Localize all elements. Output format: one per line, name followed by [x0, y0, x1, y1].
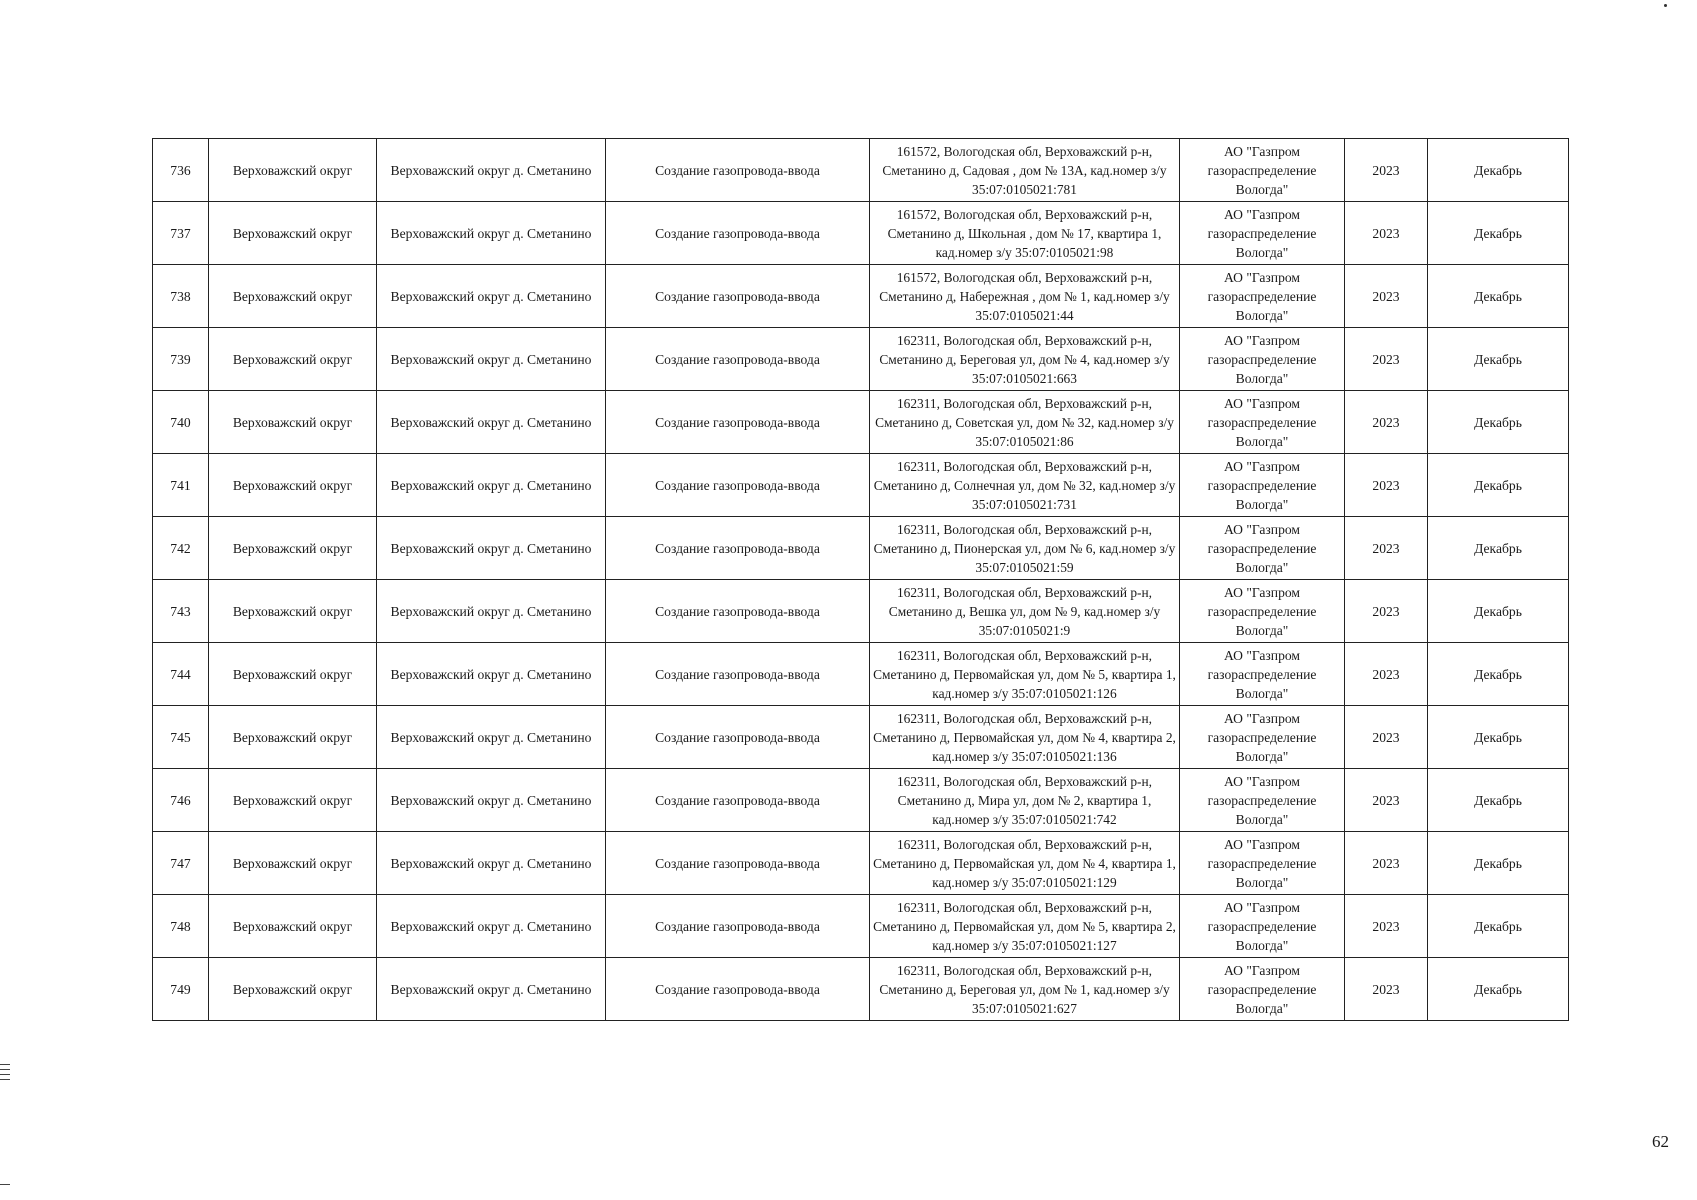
month-cell: Декабрь	[1428, 769, 1569, 832]
district-cell: Верховажский округ	[209, 265, 377, 328]
address-cell: 162311, Вологодская обл, Верховажский р-н, Сметанино д, Береговая ул, дом № 1, кад.номер з/у 35:07:0105021:627	[870, 958, 1180, 1021]
row-number-cell: 746	[153, 769, 209, 832]
district-cell: Верховажский округ	[209, 580, 377, 643]
settlement-cell: Верховажский округ д. Сметанино	[377, 643, 606, 706]
year-cell: 2023	[1345, 769, 1428, 832]
district-cell: Верховажский округ	[209, 391, 377, 454]
row-number-cell: 749	[153, 958, 209, 1021]
district-cell: Верховажский округ	[209, 517, 377, 580]
month-cell: Декабрь	[1428, 895, 1569, 958]
binding-mark	[0, 1074, 10, 1075]
binding-mark	[0, 1184, 10, 1185]
district-cell: Верховажский округ	[209, 895, 377, 958]
month-cell: Декабрь	[1428, 202, 1569, 265]
binding-mark	[0, 1079, 10, 1080]
table-row	[153, 454, 1569, 517]
table-body	[153, 139, 1569, 1021]
settlement-cell: Верховажский округ д. Сметанино	[377, 202, 606, 265]
month-cell: Декабрь	[1428, 643, 1569, 706]
work-type-cell: Создание газопровода-ввода	[606, 202, 870, 265]
settlement-cell: Верховажский округ д. Сметанино	[377, 580, 606, 643]
organization-cell: АО "Газпром газораспределение Вологда"	[1180, 139, 1345, 202]
organization-cell: АО "Газпром газораспределение Вологда"	[1180, 643, 1345, 706]
work-type-cell: Создание газопровода-ввода	[606, 517, 870, 580]
settlement-cell: Верховажский округ д. Сметанино	[377, 454, 606, 517]
work-type-cell: Создание газопровода-ввода	[606, 769, 870, 832]
address-cell: 162311, Вологодская обл, Верховажский р-н, Сметанино д, Первомайская ул, дом № 4, квартира 2, кад.номер з/у 35:07:0105021:136	[870, 706, 1180, 769]
row-number-cell: 739	[153, 328, 209, 391]
organization-cell: АО "Газпром газораспределение Вологда"	[1180, 328, 1345, 391]
table-row	[153, 391, 1569, 454]
district-cell: Верховажский округ	[209, 454, 377, 517]
work-type-cell: Создание газопровода-ввода	[606, 139, 870, 202]
address-cell: 162311, Вологодская обл, Верховажский р-н, Сметанино д, Первомайская ул, дом № 5, квартира 1, кад.номер з/у 35:07:0105021:126	[870, 643, 1180, 706]
year-cell: 2023	[1345, 895, 1428, 958]
district-cell: Верховажский округ	[209, 328, 377, 391]
table-row	[153, 517, 1569, 580]
settlement-cell: Верховажский округ д. Сметанино	[377, 706, 606, 769]
year-cell: 2023	[1345, 454, 1428, 517]
month-cell: Декабрь	[1428, 517, 1569, 580]
work-type-cell: Создание газопровода-ввода	[606, 265, 870, 328]
settlement-cell: Верховажский округ д. Сметанино	[377, 517, 606, 580]
month-cell: Декабрь	[1428, 958, 1569, 1021]
year-cell: 2023	[1345, 643, 1428, 706]
table-row	[153, 769, 1569, 832]
month-cell: Декабрь	[1428, 139, 1569, 202]
row-number-cell: 740	[153, 391, 209, 454]
month-cell: Декабрь	[1428, 832, 1569, 895]
year-cell: 2023	[1345, 517, 1428, 580]
settlement-cell: Верховажский округ д. Сметанино	[377, 769, 606, 832]
year-cell: 2023	[1345, 202, 1428, 265]
work-type-cell: Создание газопровода-ввода	[606, 328, 870, 391]
binding-mark	[0, 1069, 10, 1070]
year-cell: 2023	[1345, 265, 1428, 328]
address-cell: 162311, Вологодская обл, Верховажский р-н, Сметанино д, Пионерская ул, дом № 6, кад.номер з/у 35:07:0105021:59	[870, 517, 1180, 580]
table-row	[153, 832, 1569, 895]
table-row	[153, 580, 1569, 643]
address-cell: 161572, Вологодская обл, Верховажский р-н, Сметанино д, Школьная , дом № 17, квартира 1, кад.номер з/у 35:07:0105021:98	[870, 202, 1180, 265]
work-type-cell: Создание газопровода-ввода	[606, 391, 870, 454]
work-type-cell: Создание газопровода-ввода	[606, 643, 870, 706]
row-number-cell: 736	[153, 139, 209, 202]
settlement-cell: Верховажский округ д. Сметанино	[377, 895, 606, 958]
year-cell: 2023	[1345, 139, 1428, 202]
month-cell: Декабрь	[1428, 580, 1569, 643]
district-cell: Верховажский округ	[209, 643, 377, 706]
settlement-cell: Верховажский округ д. Сметанино	[377, 958, 606, 1021]
district-cell: Верховажский округ	[209, 832, 377, 895]
month-cell: Декабрь	[1428, 454, 1569, 517]
year-cell: 2023	[1345, 391, 1428, 454]
organization-cell: АО "Газпром газораспределение Вологда"	[1180, 517, 1345, 580]
district-cell: Верховажский округ	[209, 958, 377, 1021]
scan-speck	[1664, 4, 1667, 7]
work-type-cell: Создание газопровода-ввода	[606, 958, 870, 1021]
work-type-cell: Создание газопровода-ввода	[606, 454, 870, 517]
table-row	[153, 706, 1569, 769]
address-cell: 162311, Вологодская обл, Верховажский р-н, Сметанино д, Солнечная ул, дом № 32, кад.номер з/у 35:07:0105021:731	[870, 454, 1180, 517]
page-number: 62	[1652, 1132, 1669, 1151]
row-number-cell: 748	[153, 895, 209, 958]
organization-cell: АО "Газпром газораспределение Вологда"	[1180, 391, 1345, 454]
settlement-cell: Верховажский округ д. Сметанино	[377, 328, 606, 391]
table-row	[153, 328, 1569, 391]
address-cell: 162311, Вологодская обл, Верховажский р-н, Сметанино д, Советская ул, дом № 32, кад.номер з/у 35:07:0105021:86	[870, 391, 1180, 454]
organization-cell: АО "Газпром газораспределение Вологда"	[1180, 580, 1345, 643]
address-cell: 161572, Вологодская обл, Верховажский р-н, Сметанино д, Набережная , дом № 1, кад.номер з/у 35:07:0105021:44	[870, 265, 1180, 328]
table-row	[153, 202, 1569, 265]
table-row	[153, 958, 1569, 1021]
organization-cell: АО "Газпром газораспределение Вологда"	[1180, 454, 1345, 517]
organization-cell: АО "Газпром газораспределение Вологда"	[1180, 769, 1345, 832]
organization-cell: АО "Газпром газораспределение Вологда"	[1180, 895, 1345, 958]
organization-cell: АО "Газпром газораспределение Вологда"	[1180, 958, 1345, 1021]
district-cell: Верховажский округ	[209, 202, 377, 265]
row-number-cell: 741	[153, 454, 209, 517]
row-number-cell: 744	[153, 643, 209, 706]
month-cell: Декабрь	[1428, 328, 1569, 391]
organization-cell: АО "Газпром газораспределение Вологда"	[1180, 832, 1345, 895]
work-type-cell: Создание газопровода-ввода	[606, 895, 870, 958]
settlement-cell: Верховажский округ д. Сметанино	[377, 265, 606, 328]
row-number-cell: 743	[153, 580, 209, 643]
row-number-cell: 747	[153, 832, 209, 895]
address-cell: 162311, Вологодская обл, Верховажский р-н, Сметанино д, Первомайская ул, дом № 4, квартира 1, кад.номер з/у 35:07:0105021:129	[870, 832, 1180, 895]
row-number-cell: 742	[153, 517, 209, 580]
address-cell: 162311, Вологодская обл, Верховажский р-н, Сметанино д, Мира ул, дом № 2, квартира 1, кад.номер з/у 35:07:0105021:742	[870, 769, 1180, 832]
binding-mark	[0, 1064, 10, 1065]
address-cell: 161572, Вологодская обл, Верховажский р-н, Сметанино д, Садовая , дом № 13А, кад.номер з/у 35:07:0105021:781	[870, 139, 1180, 202]
settlement-cell: Верховажский округ д. Сметанино	[377, 391, 606, 454]
district-cell: Верховажский округ	[209, 706, 377, 769]
settlement-cell: Верховажский округ д. Сметанино	[377, 139, 606, 202]
work-type-cell: Создание газопровода-ввода	[606, 706, 870, 769]
organization-cell: АО "Газпром газораспределение Вологда"	[1180, 202, 1345, 265]
table-row	[153, 643, 1569, 706]
organization-cell: АО "Газпром газораспределение Вологда"	[1180, 706, 1345, 769]
month-cell: Декабрь	[1428, 706, 1569, 769]
district-cell: Верховажский округ	[209, 769, 377, 832]
year-cell: 2023	[1345, 958, 1428, 1021]
month-cell: Декабрь	[1428, 391, 1569, 454]
district-cell: Верховажский округ	[209, 139, 377, 202]
settlement-cell: Верховажский округ д. Сметанино	[377, 832, 606, 895]
address-cell: 162311, Вологодская обл, Верховажский р-н, Сметанино д, Первомайская ул, дом № 5, квартира 2, кад.номер з/у 35:07:0105021:127	[870, 895, 1180, 958]
table-row	[153, 895, 1569, 958]
month-cell: Декабрь	[1428, 265, 1569, 328]
work-type-cell: Создание газопровода-ввода	[606, 832, 870, 895]
row-number-cell: 737	[153, 202, 209, 265]
address-cell: 162311, Вологодская обл, Верховажский р-н, Сметанино д, Вешка ул, дом № 9, кад.номер з/у 35:07:0105021:9	[870, 580, 1180, 643]
row-number-cell: 738	[153, 265, 209, 328]
year-cell: 2023	[1345, 580, 1428, 643]
table-row	[153, 139, 1569, 202]
row-number-cell: 745	[153, 706, 209, 769]
address-cell: 162311, Вологодская обл, Верховажский р-н, Сметанино д, Береговая ул, дом № 4, кад.номер з/у 35:07:0105021:663	[870, 328, 1180, 391]
year-cell: 2023	[1345, 832, 1428, 895]
year-cell: 2023	[1345, 706, 1428, 769]
year-cell: 2023	[1345, 328, 1428, 391]
work-type-cell: Создание газопровода-ввода	[606, 580, 870, 643]
table-row	[153, 265, 1569, 328]
gasification-schedule-table	[152, 138, 1569, 1021]
organization-cell: АО "Газпром газораспределение Вологда"	[1180, 265, 1345, 328]
